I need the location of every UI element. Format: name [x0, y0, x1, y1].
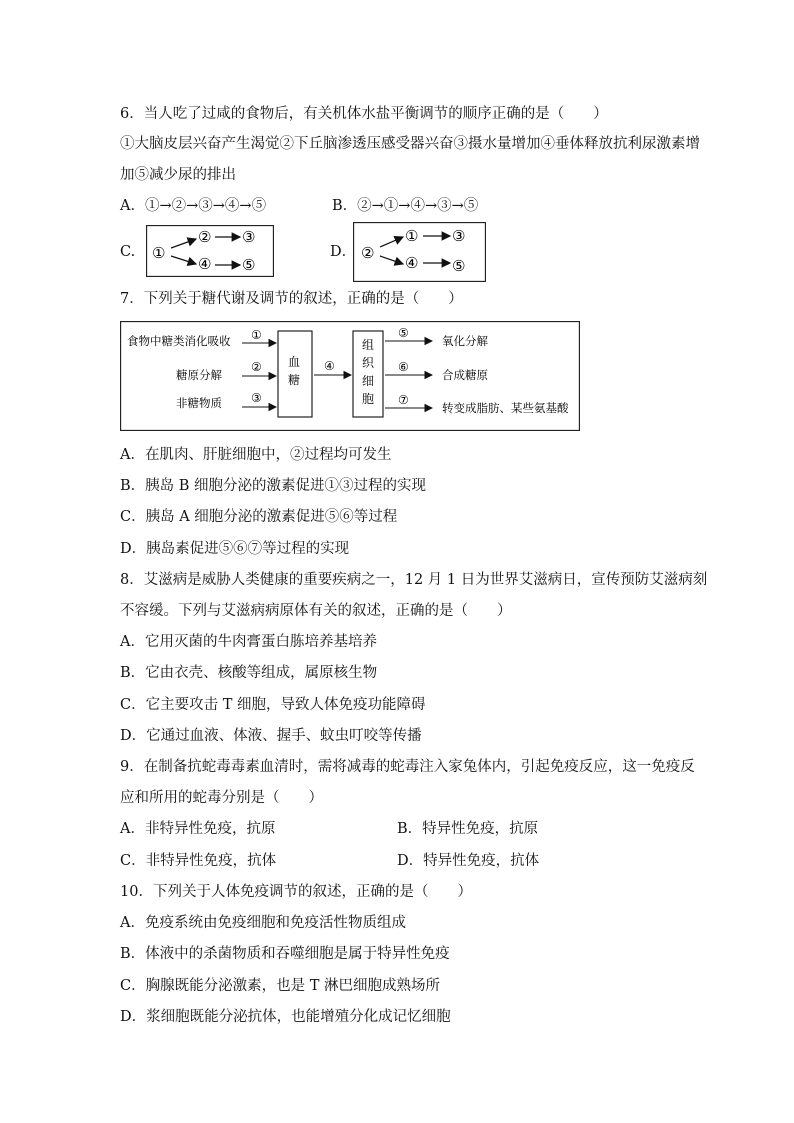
q7-glucose-metabolism-diagram [120, 321, 580, 431]
q7-cell-char1: 组 [362, 338, 375, 352]
q7-source-nonsugar: 非糖物质 [176, 396, 222, 410]
q6c-start: ① [152, 244, 166, 262]
q7-cell-char3: 细 [362, 374, 375, 388]
q7-out-oxidation: 氧化分解 [442, 334, 488, 348]
q7-blood-char2: 糖 [288, 373, 301, 387]
q7-option-c: C．胰岛 A 细胞分泌的激素促进⑤⑥等过程 [120, 509, 398, 525]
q10-option-b: B．体液中的杀菌物质和吞噬细胞是属于特异性免疫 [120, 946, 450, 962]
q9-stem-line1: 9．在制备抗蛇毒毒素血清时，需将减毒的蛇毒注入家兔体内，引起免疫反应，这一免疫反 [120, 759, 695, 775]
q6-items-line2: 加⑤减少尿的排出 [120, 167, 236, 183]
q7-label-6: ⑥ [398, 360, 409, 374]
q7-option-d: D．胰岛素促进⑤⑥⑦等过程的实现 [120, 541, 350, 557]
q10-option-a: A．免疫系统由免疫细胞和免疫活性物质组成 [120, 915, 406, 931]
q6d-top2: ③ [452, 227, 466, 245]
q9-option-d: D．特异性免疫，抗体 [397, 853, 540, 869]
q7-option-b: B．胰岛 B 细胞分泌的激素促进①③过程的实现 [120, 478, 427, 494]
q8-stem-line2: 不容缓。下列与艾滋病病原体有关的叙述，正确的是（ ） [120, 603, 512, 619]
q6c-top2: ③ [242, 228, 256, 246]
q6-option-d-diagram [353, 222, 486, 282]
q7-label-1: ① [251, 328, 262, 342]
q6c-top1: ② [198, 228, 212, 246]
q8-option-b: B．它由衣壳、核酸等组成，属原核生物 [120, 665, 378, 681]
q7-label-3: ③ [251, 391, 262, 405]
q7-cell-char2: 织 [362, 356, 375, 370]
q7-label-2: ② [251, 360, 262, 374]
q10-option-d: D．浆细胞既能分泌抗体，也能增殖分化成记忆细胞 [120, 1009, 451, 1025]
q9-option-c: C．非特异性免疫，抗体 [120, 853, 277, 869]
q6c-bot1: ④ [198, 255, 212, 273]
q7-blood-char1: 血 [288, 355, 301, 369]
q7-source-food: 食物中糖类消化吸收 [127, 334, 231, 348]
q8-option-c: C．它主要攻击 T 细胞，导致人体免疫功能障碍 [120, 697, 426, 713]
q6-option-c-label: C. [120, 244, 136, 260]
q6-items-line1: ①大脑皮层兴奋产生渴觉②下丘脑渗透压感受器兴奋③摄水量增加④垂体释放抗利尿激素增 [120, 136, 700, 152]
q9-option-b: B．特异性免疫，抗原 [397, 821, 539, 837]
q7-cell-char4: 胞 [362, 392, 375, 406]
q6-option-c-diagram [146, 225, 274, 277]
q6d-bot1: ④ [405, 254, 419, 272]
q7-out-convert: 转变成脂肪、某些氨基酸 [442, 401, 569, 415]
q7-label-7: ⑦ [398, 393, 409, 407]
q6-stem: 6．当人吃了过咸的食物后，有关机体水盐平衡调节的顺序正确的是（ ） [120, 106, 608, 122]
q6d-top1: ① [405, 227, 419, 245]
q10-stem: 10．下列关于人体免疫调节的叙述，正确的是（ ） [120, 884, 472, 900]
q9-option-a: A．非特异性免疫，抗原 [120, 821, 276, 837]
q6-option-b: B．②→①→④→③→⑤ [332, 198, 479, 214]
q7-stem: 7．下列关于糖代谢及调节的叙述，正确的是（ ） [120, 291, 463, 307]
q7-source-glycogen: 糖原分解 [176, 368, 222, 382]
q6-option-d-label: D． [330, 244, 357, 260]
q6d-start: ② [361, 244, 375, 262]
q6-option-a: A．①→②→③→④→⑤ [120, 198, 267, 214]
q6d-bot2: ⑤ [452, 257, 466, 275]
q6c-bot2: ⑤ [242, 256, 256, 274]
q8-option-a: A．它用灭菌的牛肉膏蛋白胨培养基培养 [120, 634, 377, 650]
q8-option-d: D．它通过血液、体液、握手、蚊虫叮咬等传播 [120, 728, 422, 744]
q8-stem-line1: 8．艾滋病是威胁人类健康的重要疾病之一，12 月 1 日为世界艾滋病日，宣传预防艾滋病刻 [120, 572, 708, 588]
q7-label-5: ⑤ [398, 326, 409, 340]
q7-out-glycogen: 合成糖原 [442, 368, 488, 382]
q10-option-c: C．胸腺既能分泌激素，也是 T 淋巴细胞成熟场所 [120, 978, 440, 994]
q7-option-a: A．在肌肉、肝脏细胞中，②过程均可发生 [120, 447, 392, 463]
q9-stem-line2: 应和所用的蛇毒分别是（ ） [120, 790, 323, 806]
q7-label-4: ④ [324, 359, 335, 373]
